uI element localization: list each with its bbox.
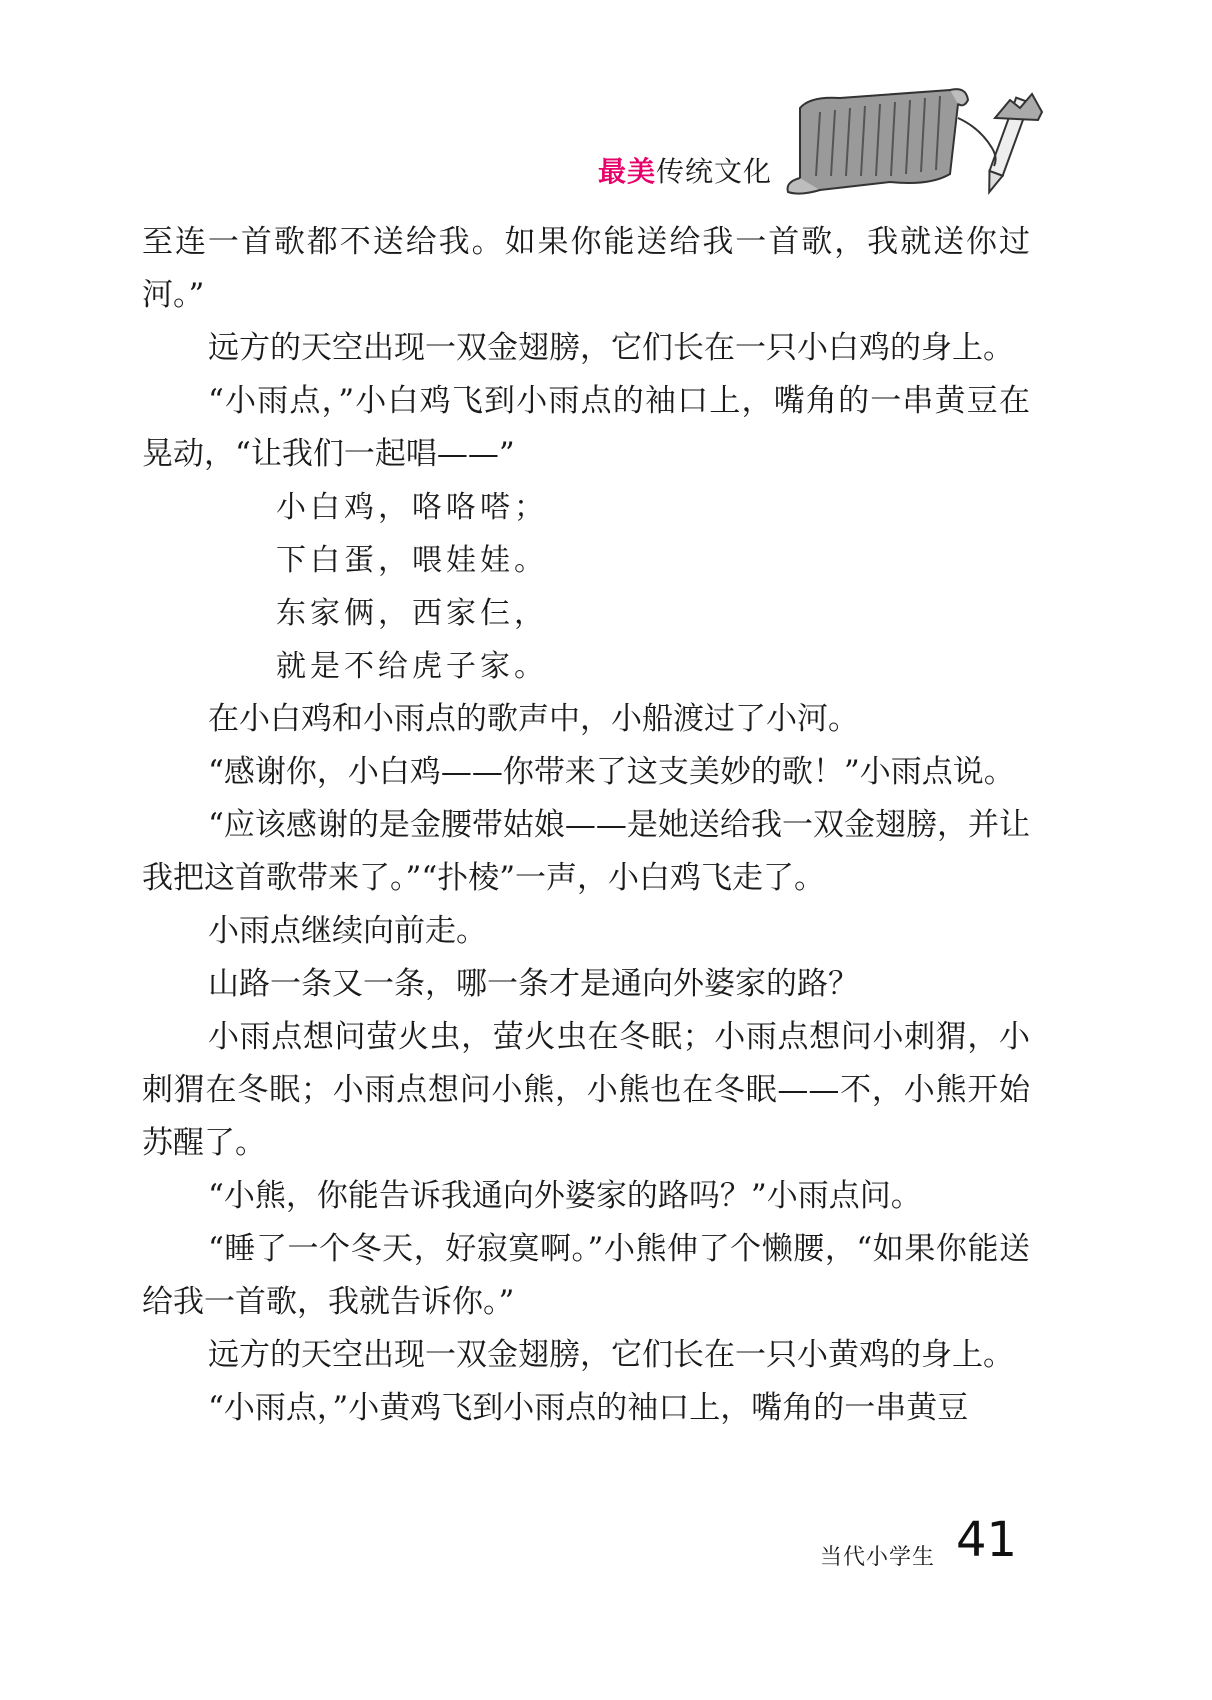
verse-line: 东家俩，西家仨， <box>276 596 548 631</box>
article-body <box>142 216 1030 1435</box>
paragraph: 小雨点想问萤火虫，萤火虫在冬眠；小雨点想问小刺猬，小刺猬在冬眠；小雨点想问小熊，小熊也在冬眠——不，小熊开始苏醒了。 <box>142 1019 1030 1161</box>
verse-line: 小白鸡，咯咯嗒； <box>276 490 548 525</box>
paragraph: “小雨点，”小黄鸡飞到小雨点的袖口上，嘴角的一串黄豆 <box>208 1390 969 1426</box>
paragraph: “感谢你，小白鸡——你带来了这支美妙的歌！”小雨点说。 <box>208 754 1015 790</box>
paragraph: “小熊，你能告诉我通向外婆家的路吗？”小雨点问。 <box>208 1178 922 1214</box>
paragraph: 远方的天空出现一双金翅膀，它们长在一只小黄鸡的身上。 <box>208 1337 1014 1373</box>
paragraph: 至连一首歌都不送给我。如果你能送给我一首歌，我就送你过河。” <box>142 224 1030 313</box>
verse-line: 就是不给虎子家。 <box>276 649 548 684</box>
paragraph: “睡了一个冬天，好寂寞啊。”小熊伸了个懒腰，“如果你能送给我一首歌，我就告诉你。” <box>142 1231 1030 1320</box>
verse-line: 下白蛋，喂娃娃。 <box>276 543 548 578</box>
page-number: 41 <box>956 1512 1018 1568</box>
paragraph: “应该感谢的是金腰带姑娘——是她送给我一双金翅膀，并让我把这首歌带来了。”“扑棱”一声，小白鸡飞走了。 <box>142 807 1030 896</box>
section-title <box>598 150 772 190</box>
section-title-rest: 传统文化 <box>656 155 773 188</box>
section-title-highlight: 最美 <box>598 155 657 188</box>
paragraph: 小雨点继续向前走。 <box>208 913 487 949</box>
magazine-name: 当代小学生 <box>820 1545 936 1570</box>
paragraph: “小雨点，”小白鸡飞到小雨点的袖口上，嘴角的一串黄豆在晃动，“让我们一起唱——” <box>142 383 1030 472</box>
paragraph: 远方的天空出现一双金翅膀，它们长在一只小白鸡的身上。 <box>208 330 1014 366</box>
scroll-and-brush-icon <box>780 78 1050 198</box>
paragraph: 在小白鸡和小雨点的歌声中，小船渡过了小河。 <box>208 701 859 737</box>
paragraph: 山路一条又一条，哪一条才是通向外婆家的路？ <box>208 966 859 1002</box>
